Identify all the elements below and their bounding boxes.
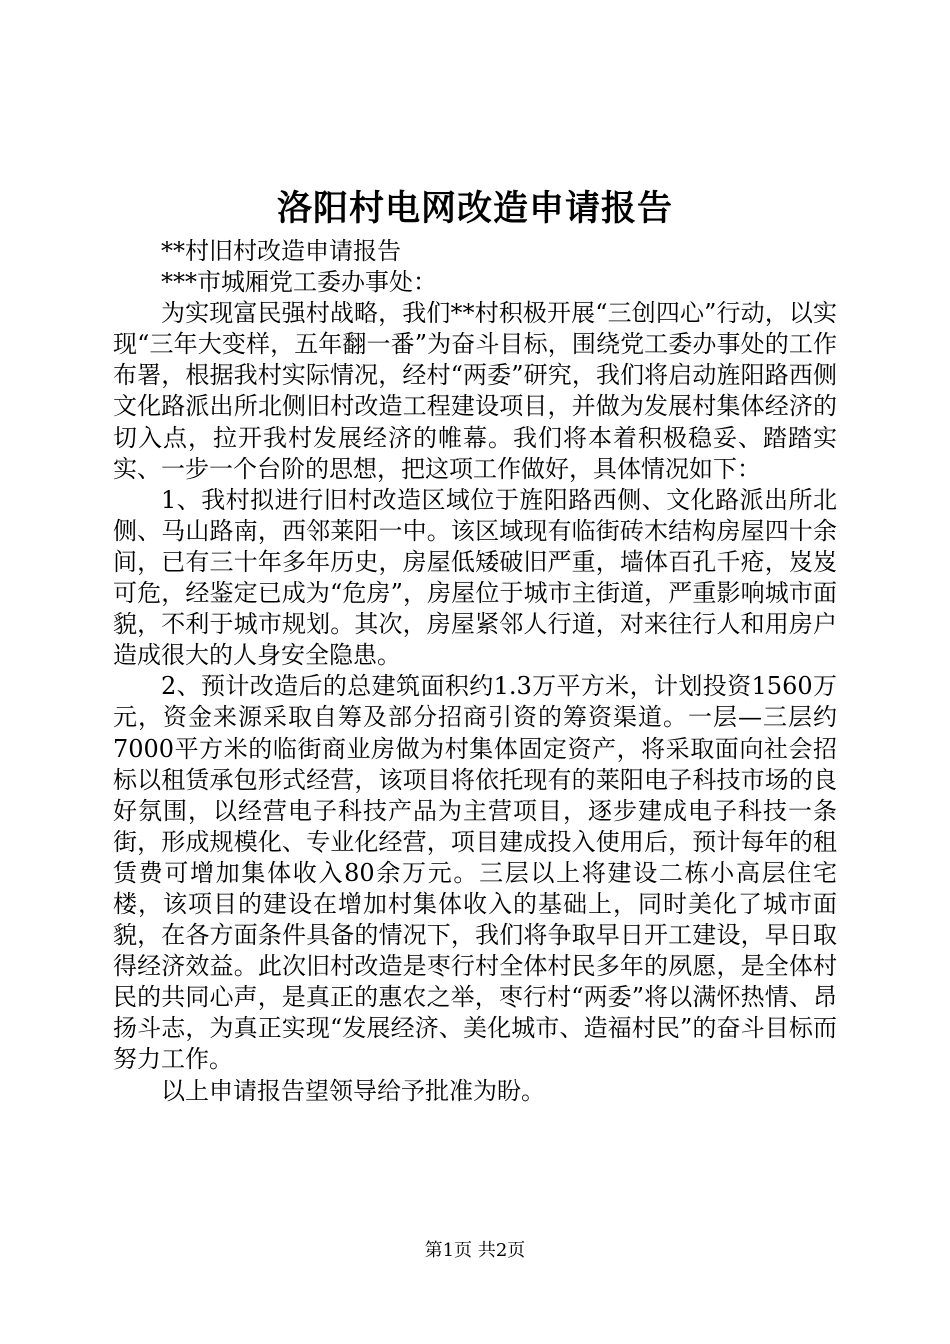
- section-1-paragraph: 1、我村拟进行旧村改造区域位于旌阳路西侧、文化路派出所北侧、马山路南，西邻莱阳一中。该区域现有临街砖木结构房屋四十余间，已有三十年多年历史，房屋低矮破旧严重，墙体百孔千疮，岌岌可危，经鉴定已成为“危房”，房屋位于城市主街道，严重影响城市面貌，不利于城市规划。其次，房屋紧邻人行道，对来往行人和用房户造成很大的人身安全隐患。: [113, 485, 837, 670]
- intro-paragraph: 为实现富民强村战略，我们**村积极开展“三创四心”行动，以实现“三年大变样，五年翻一番”为奋斗目标，围绕党工委办事处的工作布署，根据我村实际情况，经村“两委”研究，我们将启动旌阳路西侧文化路派出所北侧旧村改造工程建设项目，并做为发展村集体经济的切入点，拉开我村发展经济的帷幕。我们将本着积极稳妥、踏踏实实、一步一个台阶的思想，把这项工作做好，具体情况如下：: [113, 299, 837, 483]
- page-number: 第1页 共2页: [424, 1240, 526, 1261]
- closing-paragraph: 以上申请报告望领导给予批准为盼。: [161, 1076, 545, 1105]
- recipient-line: ***市城厢党工委办事处：: [161, 268, 437, 297]
- document-title: 洛阳村电网改造申请报告: [276, 188, 673, 229]
- subject-line: **村旧村改造申请报告: [161, 237, 401, 265]
- section-2-paragraph: 2、预计改造后的总建筑面积约1.3万平方米，计划投资1560万元，资金来源采取自筹及部分招商引资的筹资渠道。一层—三层约7000平方米的临街商业房做为村集体固定资产，将采取面向社会招标以租赁承包形式经营，该项目将依托现有的莱阳电子科技市场的良好氛围，以经营电子科技产品为主营项目，逐步建成电子科技一条街，形成规模化、专业化经营，项目建成投入使用后，预计每年的租赁费可增加集体收入80余万元。三层以上将建设二栋小高层住宅楼，该项目的建设在增加村集体收入的基础上，同时美化了城市面貌，在各方面条件具备的情况下，我们将争取早日开工建设，早日取得经济效益。此次旧村改造是枣行村全体村民多年的夙愿，是全体村民的共同心声，是真正的惠农之举，枣行村“两委”将以满怀热情、昂扬斗志，为真正实现“发展经济、美化城市、造福村民”的奋斗目标而努力工作。: [113, 672, 837, 1074]
- document-body: [113, 236, 837, 1107]
